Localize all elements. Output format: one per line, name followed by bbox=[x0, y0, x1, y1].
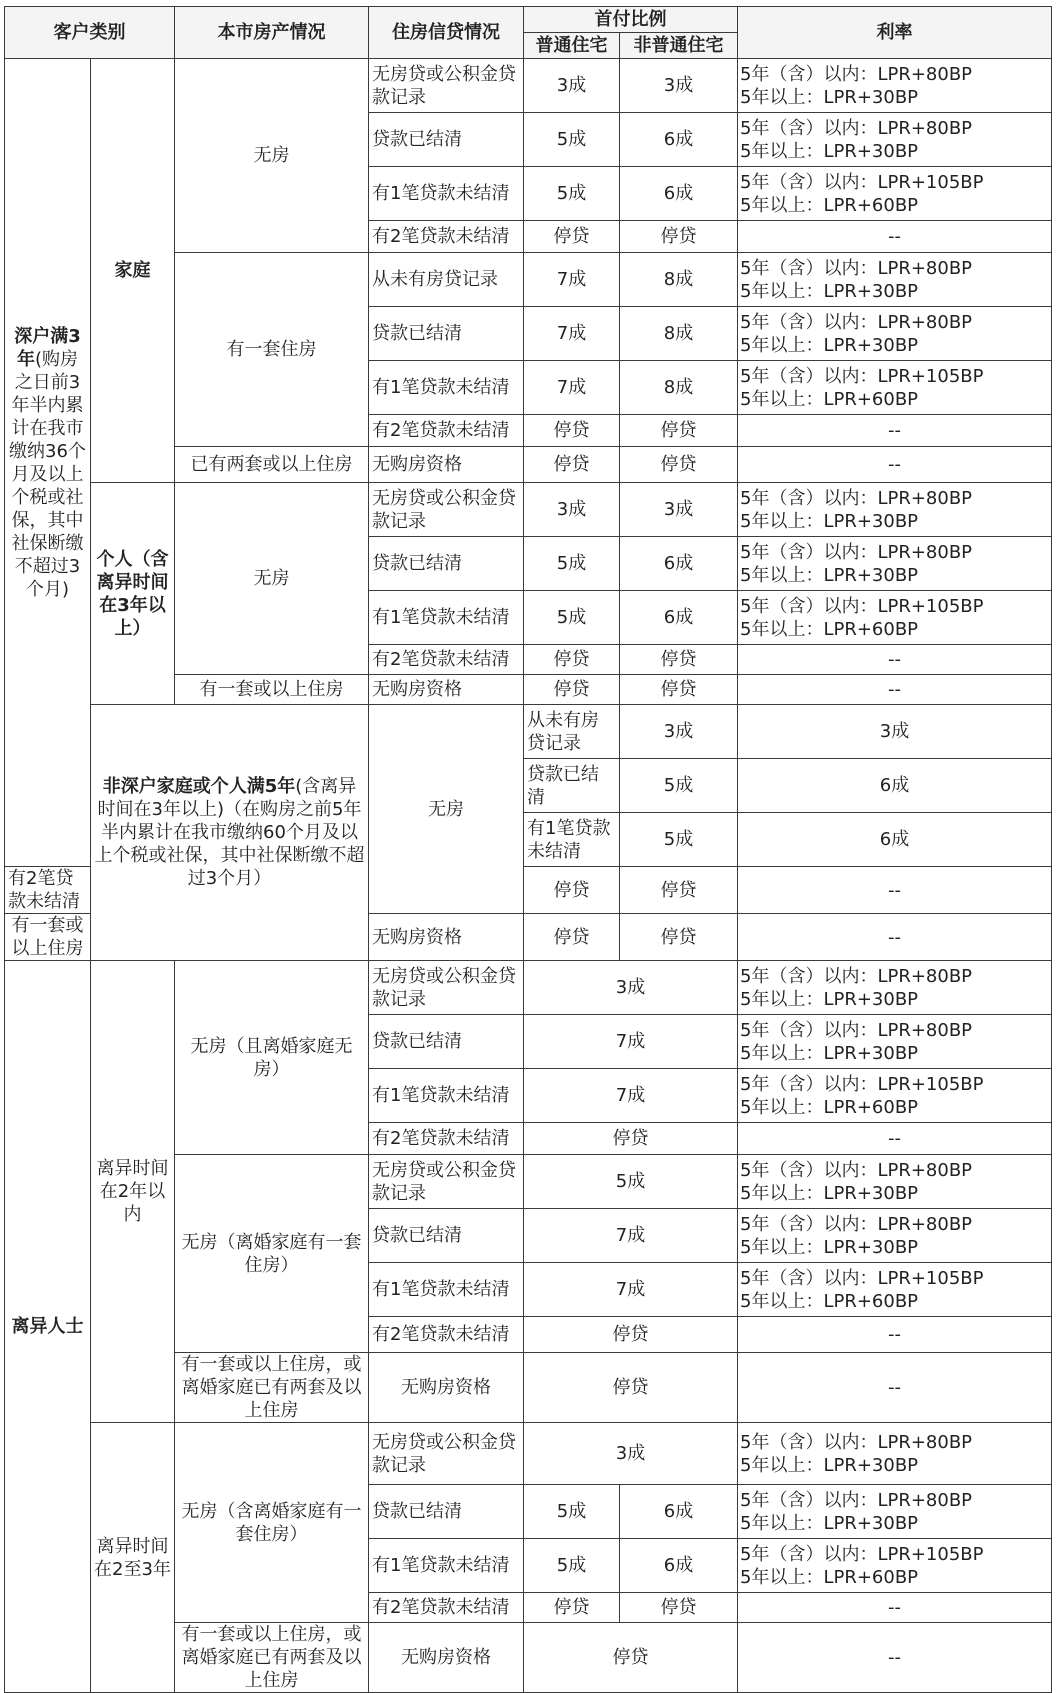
ratio-cell: 7成 bbox=[524, 307, 620, 361]
ratio-cell: 停贷 bbox=[620, 914, 738, 961]
ratio-cell: 8成 bbox=[620, 307, 738, 361]
rate-label: 5年以上： bbox=[740, 86, 824, 108]
rate-label: 5年（含）以内： bbox=[740, 1073, 878, 1095]
credit-cell: 贷款已结清 bbox=[369, 1209, 524, 1263]
rate-value: LPR+60BP bbox=[823, 1290, 919, 1312]
rate-label: 5年以上： bbox=[740, 1096, 824, 1118]
rate-label: 5年（含）以内： bbox=[740, 171, 878, 193]
rate-cell bbox=[738, 113, 1052, 167]
rate-label: 5年以上： bbox=[740, 1512, 824, 1534]
ratio-cell: 停贷 bbox=[524, 867, 620, 914]
rate-label: 5年以上： bbox=[740, 1042, 824, 1064]
rate-value: LPR+80BP bbox=[877, 311, 973, 333]
rate-value: LPR+30BP bbox=[823, 86, 919, 108]
rate-label: 5年以上： bbox=[740, 564, 824, 586]
ratio-cell-merged: 3成 bbox=[524, 961, 738, 1015]
property-cell: 无房 bbox=[175, 483, 369, 675]
credit-cell: 无购房资格 bbox=[369, 914, 524, 961]
rate-value: LPR+105BP bbox=[877, 1267, 984, 1289]
rate-value: LPR+80BP bbox=[877, 1213, 973, 1235]
header-property: 本市房产情况 bbox=[175, 7, 369, 59]
ratio-cell: 停贷 bbox=[620, 645, 738, 675]
rate-cell-empty: -- bbox=[738, 221, 1052, 253]
credit-cell: 有2笔贷款未结清 bbox=[369, 1593, 524, 1623]
rate-cell bbox=[738, 591, 1052, 645]
ratio-cell: 停贷 bbox=[524, 415, 620, 447]
rate-label: 5年（含）以内： bbox=[740, 1267, 878, 1289]
ratio-cell: 停贷 bbox=[620, 1593, 738, 1623]
rate-cell-empty: -- bbox=[738, 1623, 1052, 1693]
rate-label: 5年以上： bbox=[740, 280, 824, 302]
rate-label: 5年（含）以内： bbox=[740, 1019, 878, 1041]
ratio-cell: 停贷 bbox=[524, 1593, 620, 1623]
rate-cell bbox=[738, 1015, 1052, 1069]
credit-cell: 有1笔贷款未结清 bbox=[369, 361, 524, 415]
rate-cell bbox=[738, 1155, 1052, 1209]
ratio-cell: 停贷 bbox=[524, 675, 620, 705]
ratio-cell-merged: 停贷 bbox=[524, 1123, 738, 1155]
category-sz-desc: (购房之日前3年半内累计在我市缴纳36个月及以上个税或社保，其中社保断缴不超过3个月) bbox=[9, 348, 86, 600]
ratio-cell: 停贷 bbox=[524, 447, 620, 483]
ratio-cell: 7成 bbox=[524, 361, 620, 415]
rate-label: 5年以上： bbox=[740, 194, 824, 216]
ratio-cell: 8成 bbox=[620, 361, 738, 415]
rate-cell bbox=[738, 961, 1052, 1015]
rate-value: LPR+60BP bbox=[823, 1096, 919, 1118]
rate-value: LPR+80BP bbox=[877, 1431, 973, 1453]
credit-cell: 无房贷或公积金贷款记录 bbox=[369, 1423, 524, 1485]
property-cell: 无房 bbox=[369, 705, 524, 914]
ratio-cell-merged: 3成 bbox=[524, 1423, 738, 1485]
rate-value: LPR+60BP bbox=[823, 618, 919, 640]
category-divorced: 离异人士 bbox=[5, 961, 91, 1693]
ratio-cell: 6成 bbox=[620, 113, 738, 167]
rate-label: 5年以上： bbox=[740, 140, 824, 162]
rate-value: LPR+80BP bbox=[877, 1489, 973, 1511]
rate-label: 5年（含）以内： bbox=[740, 1489, 878, 1511]
rate-value: LPR+60BP bbox=[823, 1566, 919, 1588]
rate-value: LPR+105BP bbox=[877, 171, 984, 193]
credit-cell: 无房贷或公积金贷款记录 bbox=[369, 59, 524, 113]
ratio-cell-merged: 7成 bbox=[524, 1209, 738, 1263]
rate-value: LPR+105BP bbox=[877, 365, 984, 387]
rate-label: 5年（含）以内： bbox=[740, 311, 878, 333]
credit-cell: 有2笔贷款未结清 bbox=[369, 1123, 524, 1155]
ratio-cell: 6成 bbox=[620, 537, 738, 591]
credit-cell: 有1笔贷款未结清 bbox=[369, 1539, 524, 1593]
property-cell: 无房 bbox=[175, 59, 369, 253]
rate-label: 5年以上： bbox=[740, 334, 824, 356]
rate-cell bbox=[738, 483, 1052, 537]
category-individual: 个人（含离异时间在3年以上） bbox=[91, 483, 175, 705]
category-divorced-lt2: 离异时间在2年以内 bbox=[91, 961, 175, 1423]
ratio-cell: 6成 bbox=[738, 813, 1052, 867]
property-cell: 已有两套或以上住房 bbox=[175, 447, 369, 483]
ratio-cell: 停贷 bbox=[620, 221, 738, 253]
ratio-cell-merged: 5成 bbox=[524, 1155, 738, 1209]
ratio-cell-merged: 停贷 bbox=[524, 1317, 738, 1353]
rate-value: LPR+105BP bbox=[877, 1543, 984, 1565]
rate-label: 5年（含）以内： bbox=[740, 487, 878, 509]
rate-value: LPR+80BP bbox=[877, 1159, 973, 1181]
rate-label: 5年以上： bbox=[740, 1290, 824, 1312]
ratio-cell: 停贷 bbox=[620, 447, 738, 483]
property-cell: 有一套或以上住房，或离婚家庭已有两套及以上住房 bbox=[175, 1353, 369, 1423]
credit-cell: 贷款已结清 bbox=[369, 307, 524, 361]
ratio-cell: 6成 bbox=[738, 759, 1052, 813]
rate-value: LPR+30BP bbox=[823, 988, 919, 1010]
credit-cell: 有1笔贷款未结清 bbox=[369, 1263, 524, 1317]
rate-cell bbox=[738, 307, 1052, 361]
credit-cell: 有1笔贷款未结清 bbox=[369, 167, 524, 221]
rate-cell bbox=[738, 1539, 1052, 1593]
ratio-cell: 停贷 bbox=[524, 221, 620, 253]
ratio-cell-merged: 7成 bbox=[524, 1015, 738, 1069]
ratio-cell: 7成 bbox=[524, 253, 620, 307]
rate-label: 5年（含）以内： bbox=[740, 63, 878, 85]
rate-cell-empty: -- bbox=[738, 645, 1052, 675]
rate-label: 5年以上： bbox=[740, 988, 824, 1010]
rate-value: LPR+60BP bbox=[823, 194, 919, 216]
rate-value: LPR+105BP bbox=[877, 1073, 984, 1095]
credit-cell: 有2笔贷款未结清 bbox=[5, 867, 91, 914]
credit-cell: 有2笔贷款未结清 bbox=[369, 645, 524, 675]
credit-cell: 无房贷或公积金贷款记录 bbox=[369, 483, 524, 537]
rate-cell bbox=[738, 1485, 1052, 1539]
ratio-cell: 3成 bbox=[620, 483, 738, 537]
rate-value: LPR+80BP bbox=[877, 965, 973, 987]
rate-label: 5年（含）以内： bbox=[740, 595, 878, 617]
mortgage-policy-table bbox=[4, 6, 1052, 1693]
rate-label: 5年（含）以内： bbox=[740, 117, 878, 139]
rate-cell bbox=[738, 59, 1052, 113]
header-rate: 利率 bbox=[738, 7, 1052, 59]
credit-cell: 有2笔贷款未结清 bbox=[369, 221, 524, 253]
rate-cell-empty: -- bbox=[738, 415, 1052, 447]
ratio-cell-merged: 停贷 bbox=[524, 1353, 738, 1423]
credit-cell: 无房贷或公积金贷款记录 bbox=[369, 961, 524, 1015]
rate-cell-empty: -- bbox=[738, 1593, 1052, 1623]
rate-cell-empty: -- bbox=[738, 1123, 1052, 1155]
credit-cell: 从未有房贷记录 bbox=[524, 705, 620, 759]
property-cell: 无房（且离婚家庭无房） bbox=[175, 961, 369, 1155]
ratio-cell: 6成 bbox=[620, 1485, 738, 1539]
header-customer: 客户类别 bbox=[5, 7, 175, 59]
category-non-sz bbox=[91, 705, 369, 961]
rate-cell bbox=[738, 1209, 1052, 1263]
ratio-cell: 停贷 bbox=[524, 914, 620, 961]
rate-label: 5年以上： bbox=[740, 1236, 824, 1258]
rate-value: LPR+60BP bbox=[823, 388, 919, 410]
rate-value: LPR+30BP bbox=[823, 1042, 919, 1064]
property-cell: 有一套住房 bbox=[175, 253, 369, 447]
ratio-cell-merged: 7成 bbox=[524, 1069, 738, 1123]
rate-cell-empty: -- bbox=[738, 867, 1052, 914]
rate-value: LPR+80BP bbox=[877, 117, 973, 139]
credit-cell: 贷款已结清 bbox=[369, 1485, 524, 1539]
credit-cell: 从未有房贷记录 bbox=[369, 253, 524, 307]
rate-label: 5年（含）以内： bbox=[740, 365, 878, 387]
rate-label: 5年以上： bbox=[740, 1566, 824, 1588]
rate-cell-empty: -- bbox=[738, 914, 1052, 961]
rate-value: LPR+80BP bbox=[877, 487, 973, 509]
rate-cell-empty: -- bbox=[738, 447, 1052, 483]
ratio-cell: 6成 bbox=[620, 591, 738, 645]
credit-cell: 有1笔贷款未结清 bbox=[524, 813, 620, 867]
property-cell: 无房（含离婚家庭有一套住房） bbox=[175, 1423, 369, 1623]
credit-cell: 贷款已结清 bbox=[369, 113, 524, 167]
ratio-cell: 3成 bbox=[524, 59, 620, 113]
ratio-cell: 5成 bbox=[524, 1539, 620, 1593]
ratio-cell: 5成 bbox=[620, 759, 738, 813]
credit-cell: 贷款已结清 bbox=[369, 1015, 524, 1069]
credit-cell: 有2笔贷款未结清 bbox=[369, 1317, 524, 1353]
rate-label: 5年（含）以内： bbox=[740, 1431, 878, 1453]
rate-value: LPR+30BP bbox=[823, 510, 919, 532]
category-non-sz-title: 非深户家庭或个人满5年 bbox=[102, 776, 296, 797]
ratio-cell: 5成 bbox=[524, 537, 620, 591]
property-cell: 有一套或以上住房 bbox=[5, 914, 91, 961]
header-ordinary: 普通住宅 bbox=[524, 33, 620, 59]
rate-label: 5年（含）以内： bbox=[740, 1543, 878, 1565]
ratio-cell: 6成 bbox=[620, 1539, 738, 1593]
ratio-cell: 8成 bbox=[620, 253, 738, 307]
credit-cell: 无购房资格 bbox=[369, 1623, 524, 1693]
ratio-cell: 停贷 bbox=[620, 415, 738, 447]
ratio-cell-merged: 停贷 bbox=[524, 1623, 738, 1693]
rate-value: LPR+30BP bbox=[823, 1454, 919, 1476]
ratio-cell: 5成 bbox=[524, 113, 620, 167]
rate-label: 5年以上： bbox=[740, 618, 824, 640]
header-down-payment: 首付比例 bbox=[524, 7, 738, 33]
credit-cell: 有1笔贷款未结清 bbox=[369, 591, 524, 645]
ratio-cell-merged: 7成 bbox=[524, 1263, 738, 1317]
rate-label: 5年（含）以内： bbox=[740, 965, 878, 987]
category-non-sz-desc: (含离异时间在3年以上)（在购房之前5年半内累计在我市缴纳60个月及以上个税或社保，其中社保断缴不超过3个月） bbox=[94, 776, 365, 889]
rate-value: LPR+30BP bbox=[823, 1236, 919, 1258]
ratio-cell: 停贷 bbox=[524, 645, 620, 675]
rate-label: 5年以上： bbox=[740, 1454, 824, 1476]
rate-value: LPR+105BP bbox=[877, 595, 984, 617]
policy-table-container bbox=[4, 6, 1051, 1693]
category-family: 家庭 bbox=[91, 59, 175, 483]
rate-value: LPR+30BP bbox=[823, 1182, 919, 1204]
header-credit: 住房信贷情况 bbox=[369, 7, 524, 59]
credit-cell: 无购房资格 bbox=[369, 1353, 524, 1423]
rate-cell-empty: -- bbox=[738, 675, 1052, 705]
rate-cell bbox=[738, 537, 1052, 591]
rate-cell bbox=[738, 253, 1052, 307]
credit-cell: 无房贷或公积金贷款记录 bbox=[369, 1155, 524, 1209]
rate-cell-empty: -- bbox=[738, 1353, 1052, 1423]
rate-value: LPR+80BP bbox=[877, 257, 973, 279]
rate-cell bbox=[738, 167, 1052, 221]
rate-label: 5年（含）以内： bbox=[740, 257, 878, 279]
ratio-cell: 5成 bbox=[524, 591, 620, 645]
credit-cell: 有1笔贷款未结清 bbox=[369, 1069, 524, 1123]
rate-cell bbox=[738, 361, 1052, 415]
ratio-cell: 停贷 bbox=[620, 675, 738, 705]
rate-cell bbox=[738, 1069, 1052, 1123]
rate-cell-empty: -- bbox=[738, 1317, 1052, 1353]
credit-cell: 贷款已结清 bbox=[524, 759, 620, 813]
rate-value: LPR+80BP bbox=[877, 1019, 973, 1041]
ratio-cell: 3成 bbox=[620, 59, 738, 113]
rate-value: LPR+80BP bbox=[877, 541, 973, 563]
category-sz bbox=[5, 59, 91, 867]
category-divorced-2to3: 离异时间在2至3年 bbox=[91, 1423, 175, 1693]
ratio-cell: 5成 bbox=[620, 813, 738, 867]
ratio-cell: 3成 bbox=[620, 705, 738, 759]
rate-label: 5年（含）以内： bbox=[740, 1159, 878, 1181]
ratio-cell: 5成 bbox=[524, 1485, 620, 1539]
rate-cell bbox=[738, 1423, 1052, 1485]
rate-label: 5年以上： bbox=[740, 388, 824, 410]
property-cell: 有一套或以上住房 bbox=[175, 675, 369, 705]
rate-label: 5年以上： bbox=[740, 1182, 824, 1204]
credit-cell: 无购房资格 bbox=[369, 675, 524, 705]
ratio-cell: 3成 bbox=[524, 483, 620, 537]
credit-cell: 无购房资格 bbox=[369, 447, 524, 483]
rate-value: LPR+30BP bbox=[823, 564, 919, 586]
ratio-cell: 停贷 bbox=[620, 867, 738, 914]
rate-value: LPR+30BP bbox=[823, 140, 919, 162]
property-cell: 无房（离婚家庭有一套住房） bbox=[175, 1155, 369, 1353]
header-non-ordinary: 非普通住宅 bbox=[620, 33, 738, 59]
category-sz-title: 深户满3年 bbox=[14, 325, 81, 370]
credit-cell: 贷款已结清 bbox=[369, 537, 524, 591]
rate-value: LPR+80BP bbox=[877, 63, 973, 85]
rate-label: 5年以上： bbox=[740, 510, 824, 532]
ratio-cell: 5成 bbox=[524, 167, 620, 221]
rate-value: LPR+30BP bbox=[823, 1512, 919, 1534]
rate-label: 5年（含）以内： bbox=[740, 1213, 878, 1235]
property-cell: 有一套或以上住房，或离婚家庭已有两套及以上住房 bbox=[175, 1623, 369, 1693]
rate-label: 5年（含）以内： bbox=[740, 541, 878, 563]
ratio-cell: 3成 bbox=[738, 705, 1052, 759]
rate-value: LPR+30BP bbox=[823, 334, 919, 356]
ratio-cell: 6成 bbox=[620, 167, 738, 221]
credit-cell: 有2笔贷款未结清 bbox=[369, 415, 524, 447]
rate-value: LPR+30BP bbox=[823, 280, 919, 302]
rate-cell bbox=[738, 1263, 1052, 1317]
